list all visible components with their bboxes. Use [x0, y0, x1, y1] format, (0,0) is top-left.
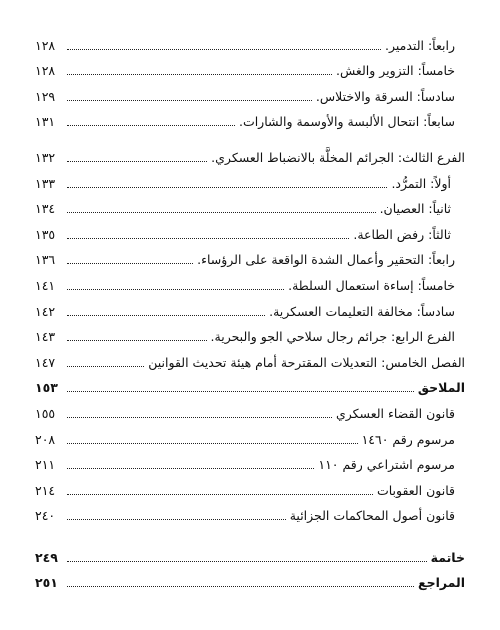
toc-entry-title: قانون أصول المحاكمات الجزائية — [289, 508, 455, 524]
toc-entry[interactable] — [35, 79, 465, 105]
toc-entry-page: ١٣٢ — [35, 149, 56, 165]
toc-entry-page: ١٣١ — [35, 114, 56, 130]
toc-entry-page: ٢٤٠ — [35, 508, 56, 524]
toc-entry-page: ١٤٣ — [35, 329, 56, 345]
toc-entry-title: خامساً: إساءة استعمال السلطة. — [288, 277, 455, 293]
toc-entry-page: ١٥٥ — [35, 405, 56, 421]
dot-leader — [67, 417, 332, 418]
toc-entry[interactable] — [35, 28, 465, 54]
dot-leader — [67, 263, 193, 264]
toc-entry-page: ٢٤٩ — [35, 549, 58, 565]
toc-entry[interactable] — [35, 396, 465, 422]
toc-entry-page: ١٤٧ — [35, 354, 56, 370]
toc-entry-page: ١٤١ — [35, 277, 56, 293]
toc-entry[interactable] — [35, 54, 465, 80]
toc-entry[interactable] — [35, 105, 465, 131]
toc-entry-page: ٢٥١ — [35, 575, 58, 591]
toc-entry[interactable] — [35, 473, 465, 499]
dot-leader — [67, 100, 312, 101]
toc-entry[interactable] — [35, 166, 465, 192]
toc-entry-page: ١٣٤ — [35, 201, 56, 217]
dot-leader — [67, 391, 414, 392]
toc-entry-title: خامساً: التزوير والغش. — [336, 63, 455, 79]
toc-entry-page: ١٢٨ — [35, 63, 56, 79]
toc-entry-title: الفرع الثالث: الجرائم المخلَّة بالانضباط العسكري. — [211, 149, 465, 165]
toc-entry-title: رابعاً: التحقير وأعمال الشدة الواقعة على الرؤساء. — [197, 252, 455, 268]
toc-entry[interactable] — [35, 448, 465, 474]
table-of-contents — [35, 28, 465, 591]
toc-section-conclusion[interactable] — [35, 540, 465, 566]
toc-entry-page: ٢١٤ — [35, 482, 56, 498]
toc-entry-title: ثالثاً: رفض الطاعة. — [353, 226, 451, 242]
toc-entry[interactable] — [35, 422, 465, 448]
dot-leader — [67, 366, 144, 367]
dot-leader — [67, 443, 358, 444]
toc-entry-title: المراجع — [418, 575, 465, 591]
toc-entry-title: الملاحق — [417, 380, 465, 396]
toc-entry-title: الفرع الرابع: جرائم رجال سلاحي الجو والبحرية. — [210, 329, 455, 345]
toc-entry-title: مرسوم رقم ١٤٦٠ — [361, 431, 455, 447]
toc-entry-page: ١٣٦ — [35, 252, 56, 268]
toc-entry-title: قانون القضاء العسكري — [335, 405, 455, 421]
dot-leader — [67, 125, 235, 126]
dot-leader — [67, 519, 286, 520]
toc-entry-title: سادساً: السرقة والاختلاس. — [315, 88, 455, 104]
toc-section-references[interactable] — [35, 566, 465, 592]
dot-leader — [67, 49, 381, 50]
dot-leader — [67, 494, 373, 495]
dot-leader — [67, 586, 414, 587]
toc-entry-title: سادساً: مخالفة التعليمات العسكرية. — [269, 303, 455, 319]
spacer — [35, 130, 465, 140]
toc-section-annex[interactable] — [35, 371, 465, 397]
dot-leader — [67, 468, 314, 469]
toc-entry-page: ٢٠٨ — [35, 431, 56, 447]
dot-leader — [67, 238, 349, 239]
dot-leader — [67, 289, 284, 290]
dot-leader — [67, 161, 207, 162]
spacer — [35, 524, 465, 540]
toc-entry-page: ١٤٢ — [35, 303, 56, 319]
toc-entry-title: رابعاً: التدمير. — [385, 37, 455, 53]
toc-entry[interactable] — [35, 192, 465, 218]
toc-entry-title: الفصل الخامس: التعديلات المقترحة أمام هيئة تحديث القوانين — [148, 354, 465, 370]
dot-leader — [67, 74, 332, 75]
toc-entry-page: ١٣٣ — [35, 175, 56, 191]
dot-leader — [67, 315, 265, 316]
toc-entry[interactable] — [35, 320, 465, 346]
toc-entry-title: خاتمة — [430, 549, 465, 565]
dot-leader — [67, 187, 387, 188]
toc-entry-title: سابعاً: انتحال الألبسة والأوسمة والشارات. — [238, 114, 455, 130]
toc-entry[interactable] — [35, 499, 465, 525]
dot-leader — [67, 561, 427, 562]
dot-leader — [67, 340, 207, 341]
toc-entry-title: مرسوم اشتراعي رقم ١١٠ — [318, 457, 455, 473]
toc-entry-title: قانون العقوبات — [376, 482, 455, 498]
toc-entry-page: ٢١١ — [35, 457, 56, 473]
toc-entry[interactable] — [35, 243, 465, 269]
toc-entry-page: ١٢٩ — [35, 88, 56, 104]
toc-entry[interactable] — [35, 345, 465, 371]
dot-leader — [67, 212, 376, 213]
toc-entry-title: أولاً: التمرُّد. — [391, 175, 451, 191]
toc-entry-page: ١٥٣ — [35, 380, 58, 396]
toc-entry[interactable] — [35, 294, 465, 320]
toc-entry[interactable] — [35, 140, 465, 166]
toc-entry-page: ١٢٨ — [35, 37, 56, 53]
toc-entry-page: ١٣٥ — [35, 226, 56, 242]
toc-entry[interactable] — [35, 268, 465, 294]
toc-entry-title: ثانياً: العصيان. — [379, 201, 451, 217]
toc-entry[interactable] — [35, 217, 465, 243]
